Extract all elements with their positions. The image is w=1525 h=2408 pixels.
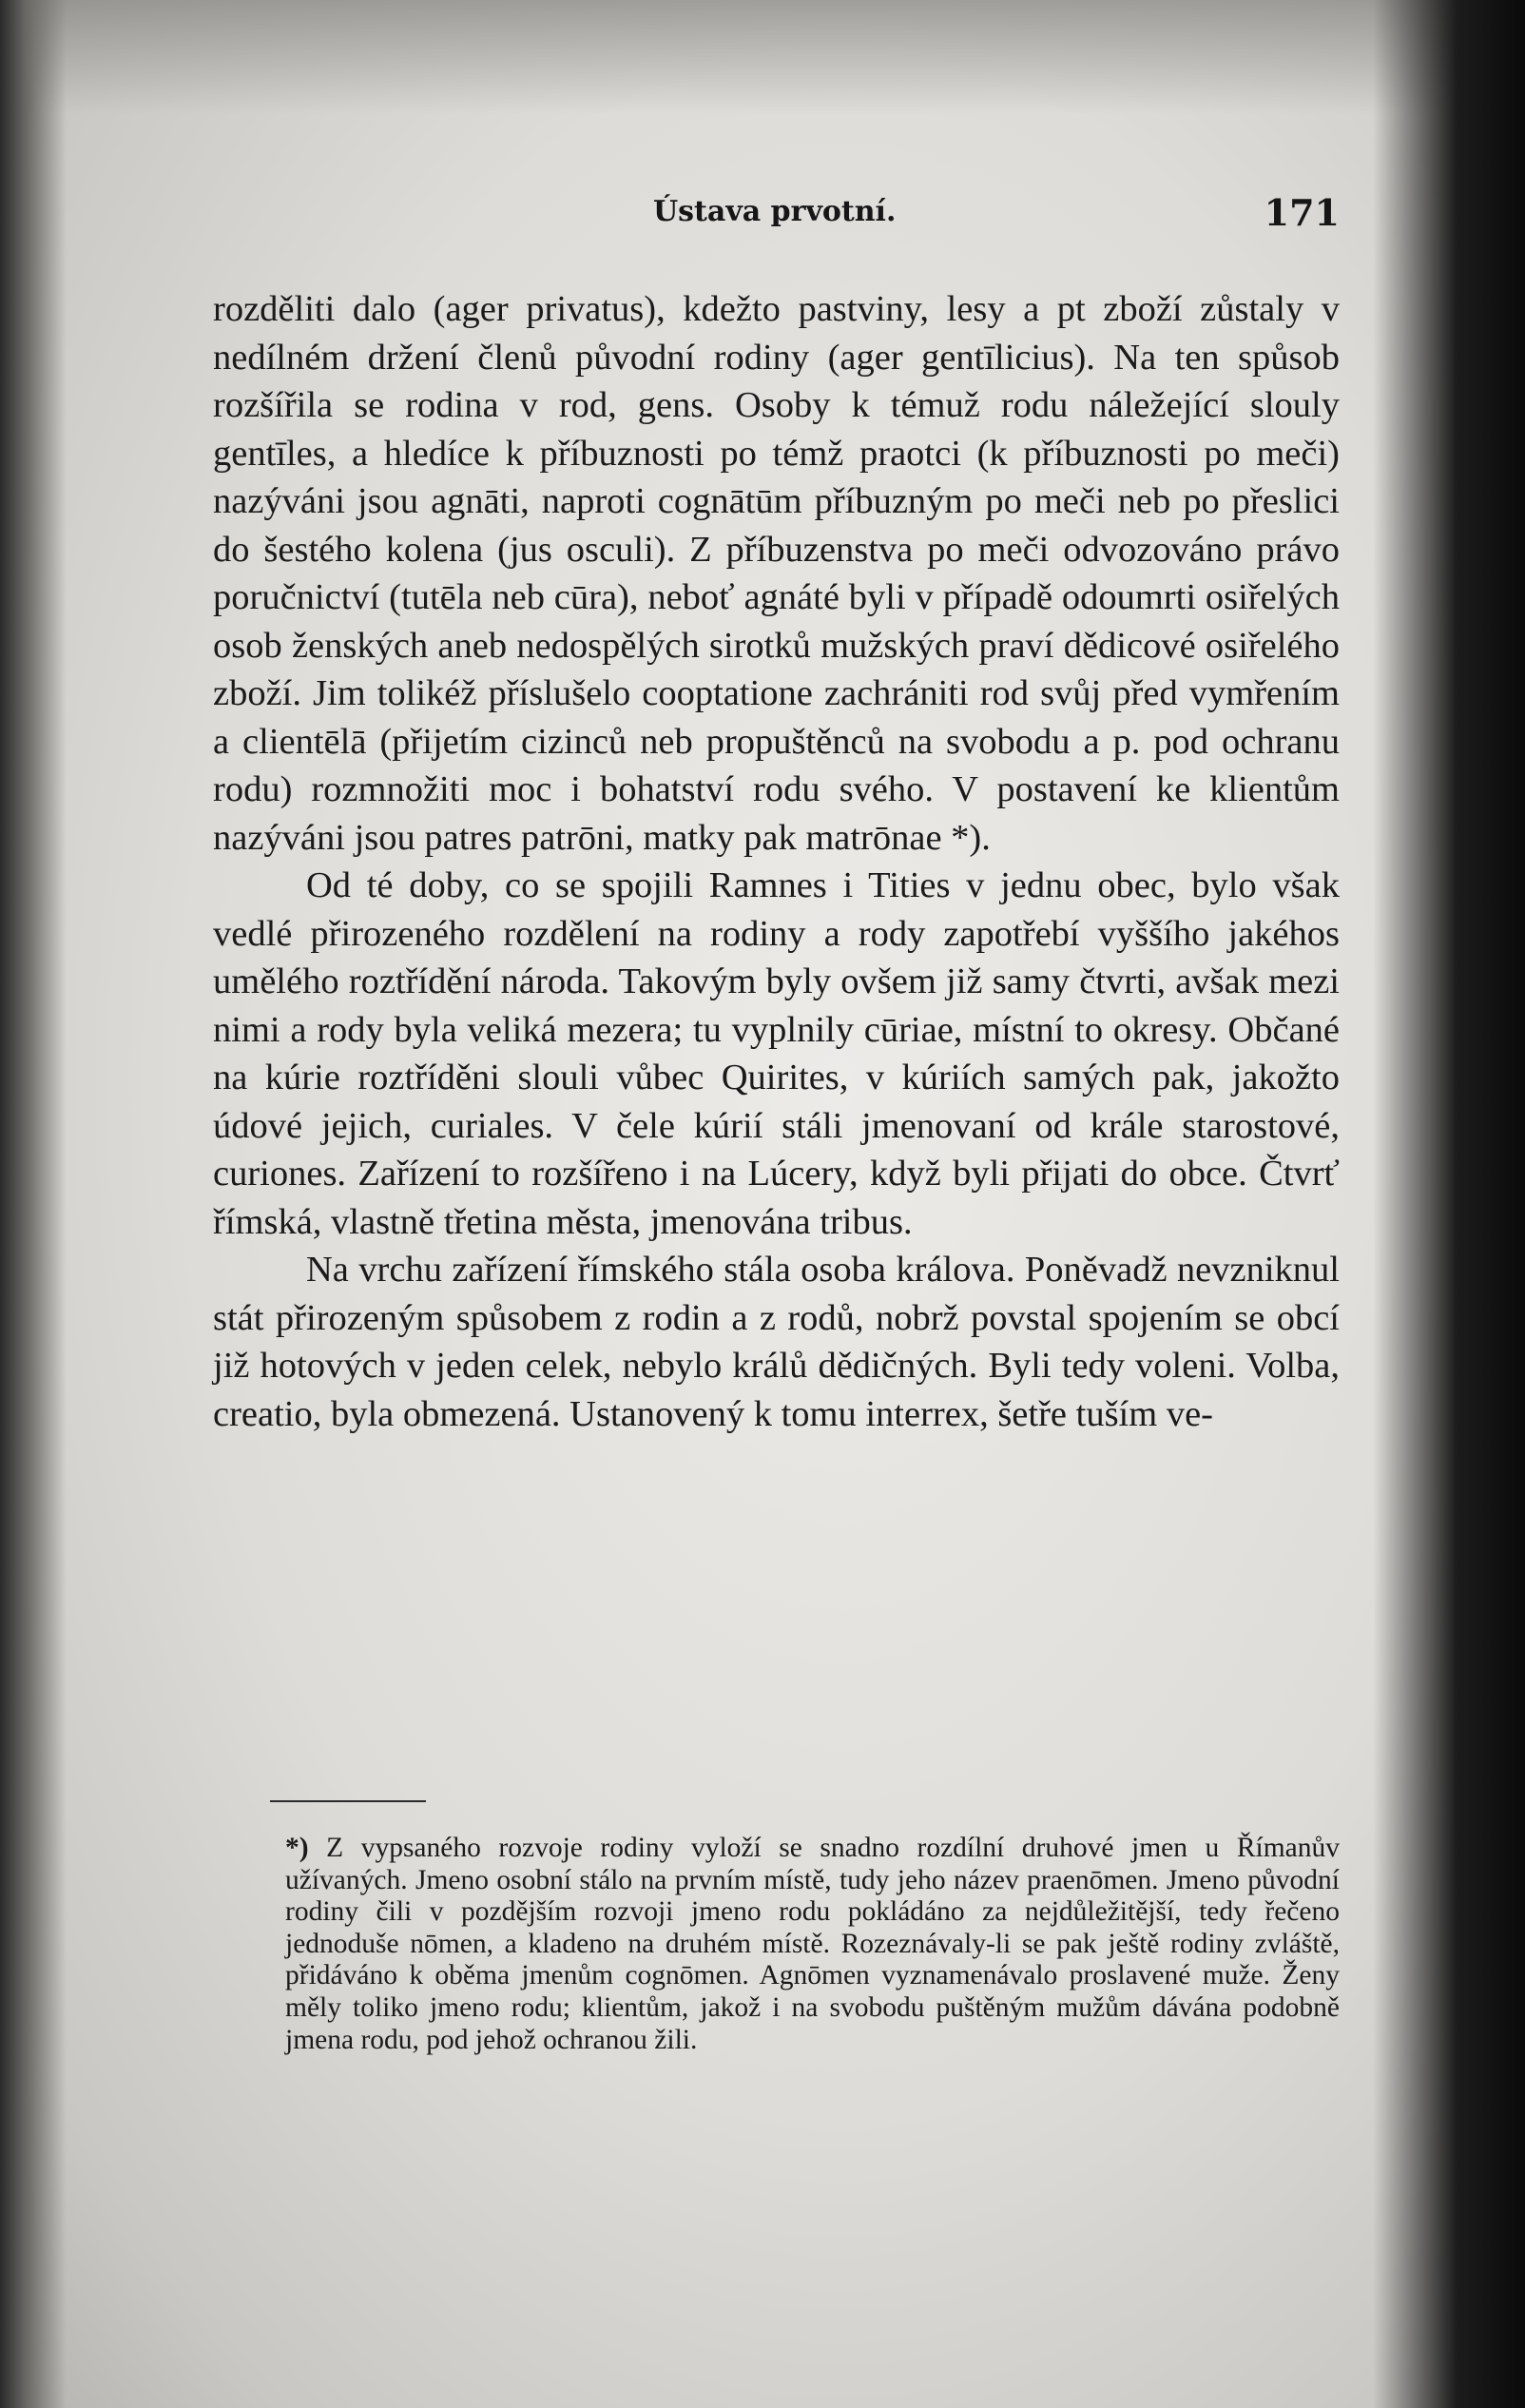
chapter-title: Ústava prvotní. <box>653 195 897 228</box>
paragraph: Od té doby, co se spojili Ramnes i Tities v jednu obec, bylo však vedlé přirozeného rozdělení na rodiny a rody zapotřebí vyššího jakéhos umělého roztřídění národa. Takovým byly ovšem již samy čtvrti, avšak mezi nimi a rody byla veliká mezera; tu vyplnily cūriae, místní to okresy. Občané na kúrie roztříděni slouli vůbec Quirites, v kúriích samých pak, jakožto údové jejich, curiales. V čele kúrií stáli jmenovaní od krále starostové, curiones. Zařízení to rozšířeno i na Lúcery, když byli přijati do obce. Čtvrť římská, vlastně třetina města, jmenována tribus. <box>213 865 1340 1242</box>
footnote-divider <box>270 1800 426 1802</box>
page-edge-shadow <box>1373 0 1525 2408</box>
footnote <box>285 1833 1340 2056</box>
page-gutter-shadow <box>0 0 67 2408</box>
paragraph: Na vrchu zařízení římského stála osoba králova. Poněvadž nevzniknul stát přirozeným spůsobem z rodin a z rodů, nobrž povstal spojením se obcí již hotových v jeden celek, nebylo králů dědičných. Byli tedy voleni. Volba, creatio, byla obmezená. Ustanovený k tomu interrex, šetře tuším ve- <box>213 1250 1340 1434</box>
page-shadow-top <box>0 0 1525 114</box>
footnote-marker: *) <box>285 1833 309 1863</box>
footnote-text: Z vypsaného rozvoje rodiny vyloží se snadno rozdílní druhové jmen u Římanův užívaných. Jmeno osobní stálo na prvním místě, tudy jeho název praenōmen. Jmeno původní rodiny čili v pozdějším rozvoji jmeno rodu pokládáno za nejdůležitější, tedy řečeno jednoduše nōmen, a kladeno na druhém místě. Rozeznávaly-li se pak ještě rodiny zvláště, přidáváno k oběma jmenům cognōmen. Agnōmen vyznamenávalo proslavené muže. Ženy měly toliko jmeno rodu; klientům, jakož i na svobodu puštěným mužům dávána podobně jmena rodu, pod jehož ochranou žili. <box>285 1833 1340 2055</box>
page-number: 171 <box>1264 191 1340 234</box>
main-text <box>213 285 1340 1438</box>
paragraph: rozděliti dalo (ager privatus), kdežto pastviny, lesy a pt zboží zůstaly v nedílném držení členů původní rodiny (ager gentīlicius). Na ten spůsob rozšířila se rodina v rod, gens. Osoby k témuž rodu náležející slouly gentīles, a hledíce k příbuznosti po témž praotci (k příbuznosti po meči) nazýváni jsou agnāti, naproti cognātūm příbuzným po meči neb po přeslici do šestého kolena (jus osculi). Z příbuzenstva po meči odvozováno právo poručnictví (tutēla neb cūra), neboť agnáté byli v případě odoumrti osiřelých osob ženských aneb nedospělých sirotků mužských praví dědicové osiřelého zboží. Jim tolikéž příslušelo cooptatione zachrániti rod svůj před vymřením a clientēlā (přijetím cizinců neb propuštěnců na svobodu a p. pod ochranu rodu) rozmnožiti moc i bohatství rodu svého. V postavení ke klientům nazýváni jsou patres patrōni, matky pak matrōnae *). <box>213 289 1340 858</box>
running-head <box>213 191 1340 243</box>
